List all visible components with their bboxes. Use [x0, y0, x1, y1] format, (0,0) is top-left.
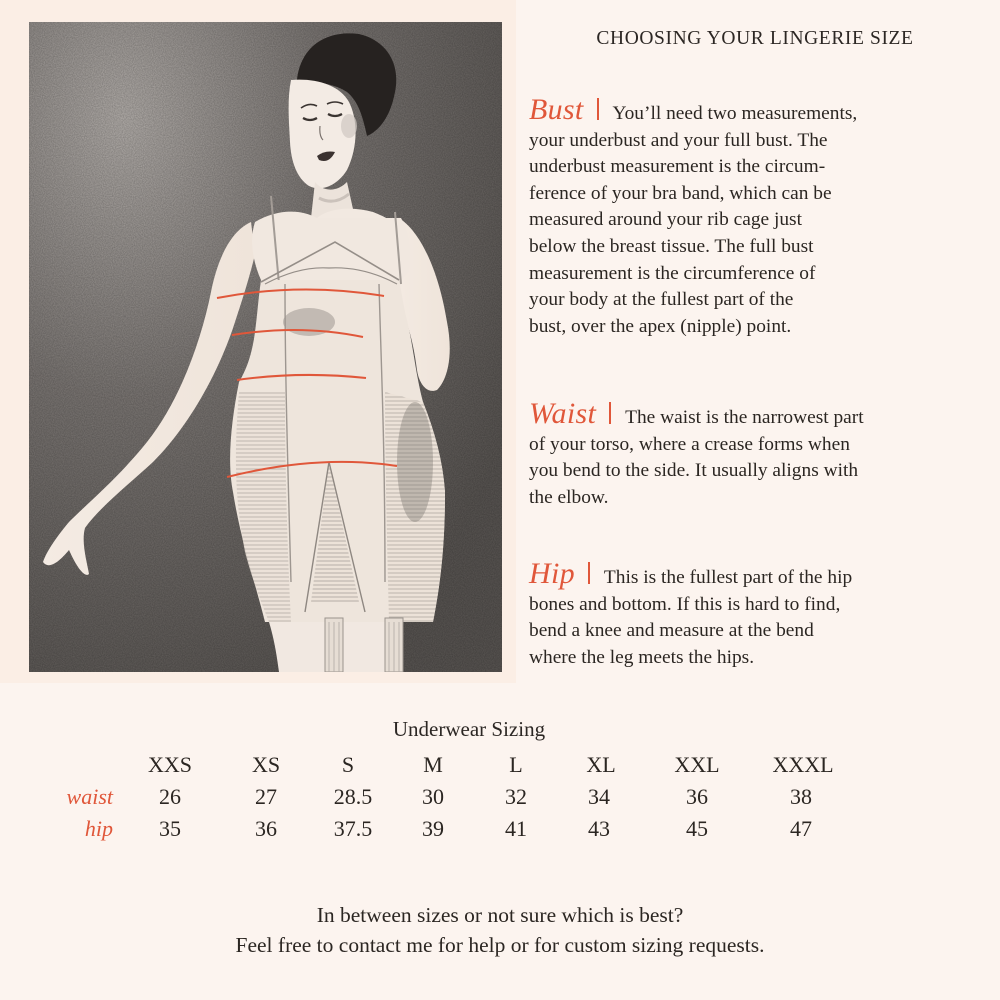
bust-text-line: bust, over the apex (nipple) point.	[529, 315, 792, 337]
divider-bar	[588, 562, 590, 584]
table-cell: 30	[422, 784, 444, 809]
waist-row	[0, 784, 1000, 816]
footer-line-2: Feel free to contact me for help or for custom sizing requests.	[235, 933, 765, 957]
waist-text-line: the elbow.	[529, 486, 609, 508]
footer-note	[0, 900, 1000, 960]
table-cell: 27	[255, 784, 277, 809]
size-header: S	[341, 752, 355, 777]
table-cell: 36	[686, 784, 708, 809]
size-header: XXL	[674, 752, 720, 777]
hip-text-line: bend a knee and measure at the bend	[529, 620, 814, 642]
table-cell: 43	[588, 816, 610, 841]
table-cell: 37.5	[333, 816, 373, 841]
table-cell: 41	[505, 816, 527, 841]
bust-heading: Bust	[529, 93, 584, 126]
hip-row-label: hip	[84, 816, 113, 841]
size-header: XXS	[147, 752, 192, 777]
size-header: XXXL	[772, 752, 834, 777]
table-cell: 45	[686, 816, 708, 841]
hip-text-line: bones and bottom. If this is hard to find,	[529, 593, 841, 615]
table-cell: 28.5	[333, 784, 373, 809]
bust-text-line: ference of your bra band, which can be	[529, 182, 832, 204]
bust-text-line: You’ll need two measurements,	[612, 103, 858, 124]
divider-bar	[597, 98, 599, 120]
waist-text-line: The waist is the narrowest part	[625, 407, 864, 428]
bust-section	[529, 93, 984, 340]
waist-section	[529, 397, 984, 511]
size-header: XS	[251, 752, 281, 777]
size-header: XL	[586, 752, 616, 777]
waist-text-line: of your torso, where a crease forms when	[529, 433, 850, 455]
table-cell: 36	[255, 816, 277, 841]
hip-heading: Hip	[529, 557, 575, 590]
sizing-table-title: Underwear Sizing	[392, 717, 546, 741]
table-cell: 34	[588, 784, 610, 809]
footer-line-1: In between sizes or not sure which is best?	[316, 903, 684, 927]
bust-text-line: underbust measurement is the circum-	[529, 156, 826, 178]
size-header: L	[509, 752, 523, 777]
bust-text-line: below the breast tissue. The full bust	[529, 235, 814, 257]
size-header: M	[423, 752, 443, 777]
table-cell: 39	[422, 816, 444, 841]
vintage-corselet-illustration	[29, 22, 502, 672]
page-title: CHOOSING YOUR LINGERIE SIZE	[596, 28, 914, 49]
waist-heading: Waist	[529, 397, 597, 430]
table-cell: 32	[505, 784, 527, 809]
table-cell: 26	[159, 784, 181, 809]
hip-section	[529, 557, 984, 671]
bust-text-line: measured around your rib cage just	[529, 209, 802, 231]
bust-text-line: your body at the fullest part of the	[529, 289, 794, 311]
bust-text-line: your underbust and your full bust. The	[529, 129, 828, 151]
hip-text-line: This is the fullest part of the hip	[603, 567, 853, 588]
waist-text-line: you bend to the side. It usually aligns with	[529, 460, 859, 482]
table-cell: 35	[159, 816, 181, 841]
table-cell: 38	[790, 784, 812, 809]
waist-row-label: waist	[66, 784, 113, 809]
hip-text-line: where the leg meets the hips.	[529, 646, 755, 668]
hip-row	[0, 816, 1000, 848]
table-cell: 47	[790, 816, 812, 841]
size-header-row	[0, 752, 1000, 784]
divider-bar	[609, 402, 611, 424]
bust-text-line: measurement is the circumference of	[529, 262, 816, 284]
